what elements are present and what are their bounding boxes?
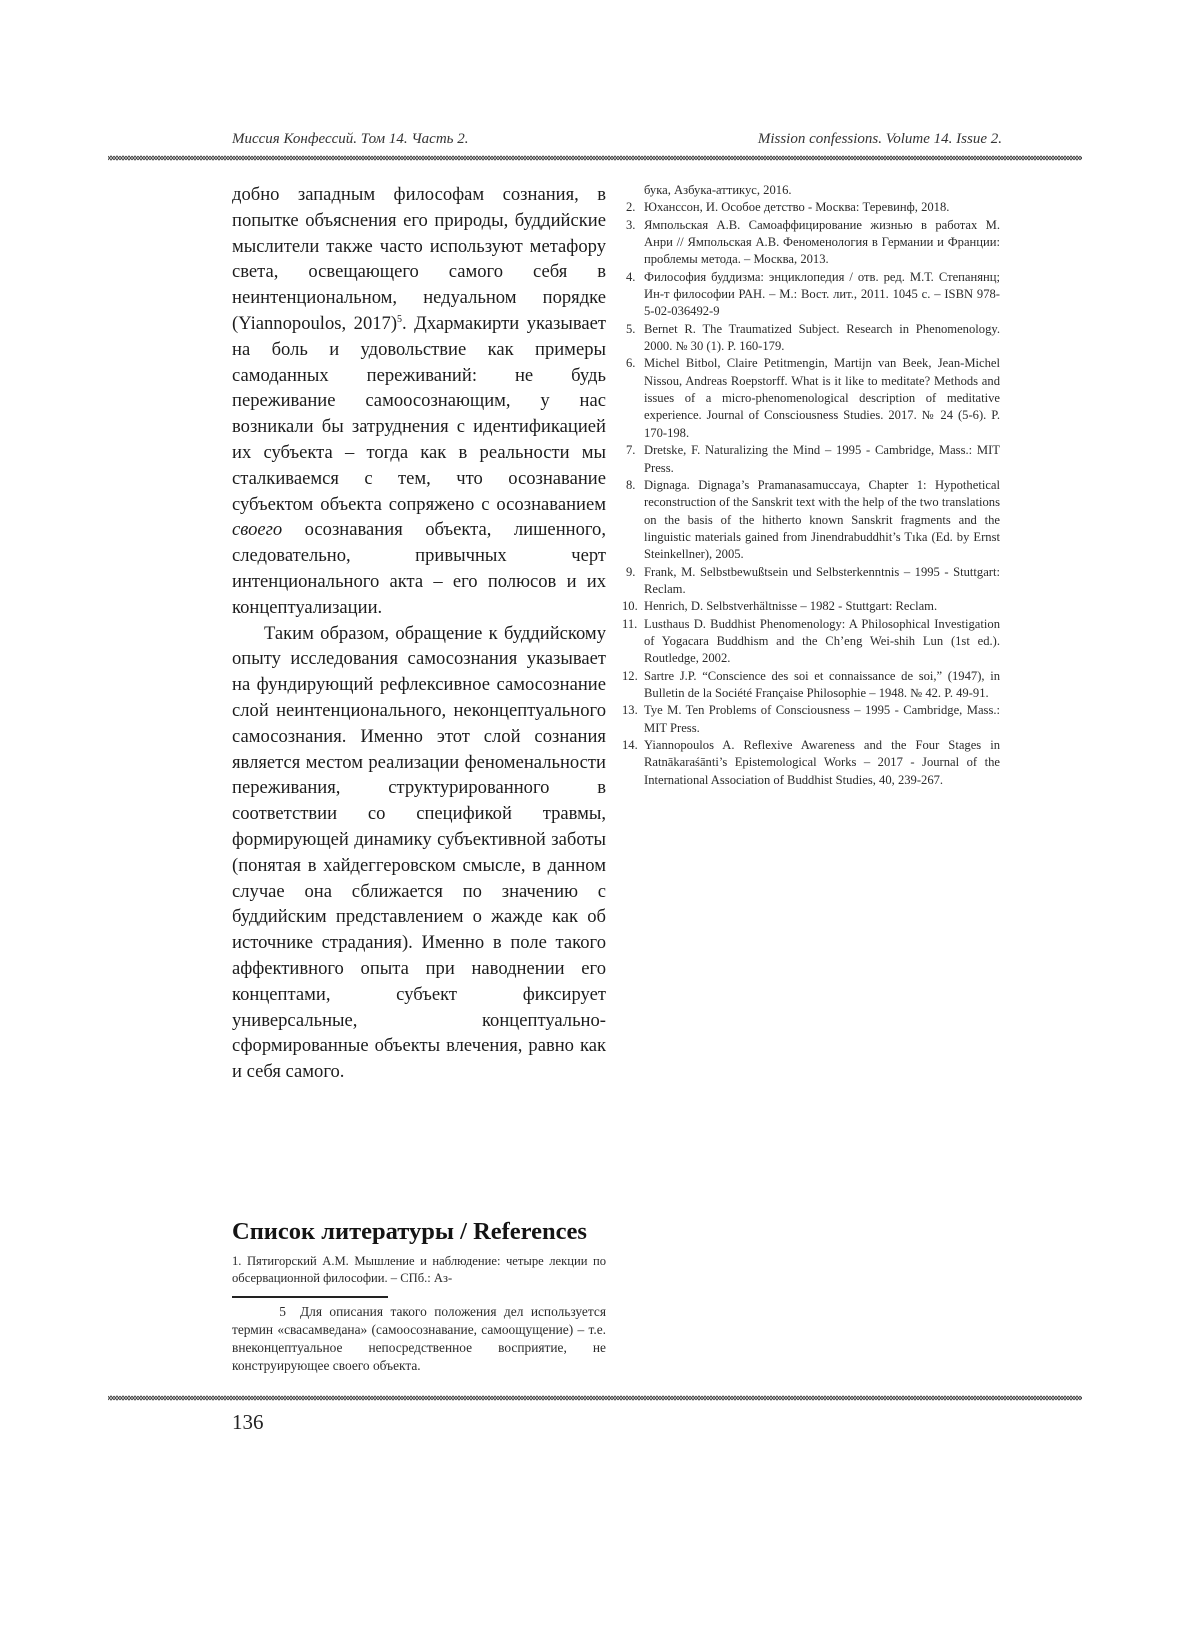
running-header-right: Mission confessions. Volume 14. Issue 2. <box>757 131 1002 147</box>
reference-item: 9. Frank, M. Selbstbewußtsein und Selbsterkenntnis – 1995 - Stuttgart: Reclam. <box>626 564 1000 596</box>
reference-list <box>622 199 1000 789</box>
main-text-column <box>232 182 606 1085</box>
reference-item: 7. Dretske, F. Naturalizing the Mind – 1995 - Cambridge, Mass.: MIT Press. <box>626 443 1000 475</box>
reference-item: 6. Michel Bitbol, Claire Petitmengin, Martijn van Beek, Jean-Michel Nissou, Andreas Roepstorff. What is it like to meditate? Methods and issues of a micro-phenomenological description of meditative experience. Journal of Consciousness Studies. 2017. № 24 (5-6). P. 170-198. <box>626 356 1000 440</box>
reference-item: 5. Bernet R. The Traumatized Subject. Research in Phenomenology. 2000. № 30 (1). P. 160-179. <box>626 321 1000 354</box>
reference-item: 4. Философия буддизма: энциклопедия / отв. ред. М.Т. Степанянц; Ин-т философии РАН. – М.: Вост. лит., 2011. 1045 с. – ISBN 978-5-02-036492-9 <box>626 269 1000 319</box>
page-number: 136 <box>232 1410 264 1434</box>
reference-item: 12. Sartre J.P. “Conscience des soi et connaissance de soi,” (1947), in Bulletin de la Société Française Philosophie – 1948. № 42. P. 49-91. <box>622 668 1000 700</box>
footnote-text: Для описания такого положения дел используется термин «свасамведана» (самоосознавание, самоощущение) – т.е. внеконцептуальное непосредственное восприятие, не конструирующее своего объекта. <box>232 1304 606 1373</box>
reference-item: 11. Lusthaus D. Buddhist Phenomenology: A Philosophical Investigation of Yogacara Buddhism and the Ch’eng Wei-shih Lun (1st ed.). Routledge, 2002. <box>622 616 1000 666</box>
reference-item: 3. Ямпольская А.В. Самоаффицирование жизнью в работах М. Анри // Ямпольская А.В. Феноменология в Германии и Франции: проблемы метода. – Москва, 2013. <box>626 217 1000 267</box>
paragraph-1: добно западным философам сознания, в попытке объяснения его природы, буддийские мыслители также часто используют метафору света, освещающего самого себя в неинтенциональном, недуальном порядке (Yiannopoulos, 2017)$^5$. Дхармакирти указывает на боль и удовольствие как примеры самоданных переживаний: не будь переживание самоосознающим, у нас возникали бы затруднения с идентификацией их субъекта – тогда как в реальности мы сталкиваемся с тем, что осознавание субъектом объекта сопряжено с осознаванием своего осознавания объекта, лишенного, следовательно, привычных черт интенционального акта – его полюсов и их концептуализации. <box>232 184 606 618</box>
reference-item: 8. Dignaga. Dignaga’s Pramanasamuccaya, Chapter 1: Hypothetical reconstruction of the Sanskrit text with the help of the two translations on the basis of the hitherto known Sanskrit fragments and the linguistic materials gained from Jinendrabuddhit’s Tıka (Ed. by Ernst Steinkellner), 2005. <box>626 477 1000 562</box>
running-header-left: Миссия Конфессий. Том 14. Часть 2. <box>232 131 469 147</box>
reference-item: 14. Yiannopoulos A. Reflexive Awareness and the Four Stages in Ratnākaraśānti’s Epistemological Works – 2017 - Journal of the International Association of Buddhist Studies, 40, 239-267. <box>622 738 1000 787</box>
reference-item: 2. Юханссон, И. Особое детство - Москва: Теревинф, 2018. <box>626 200 950 215</box>
footnote <box>232 1303 606 1375</box>
footnote-ref: 5 <box>397 313 403 325</box>
references-column <box>622 182 1000 789</box>
reference-1-continuation: бука, Азбука-аттикус, 2016. <box>644 183 792 197</box>
reference-item: 10. Henrich, D. Selbstverhältnisse – 1982 - Stuttgart: Reclam. <box>622 599 938 614</box>
reference-item: 13. Tye M. Ten Problems of Consciousness – 1995 - Cambridge, Mass.: MIT Press. <box>622 703 1000 735</box>
footnote-rule <box>232 1296 388 1298</box>
paragraph-2: Таким образом, обращение к буддийскому опыту исследования самосознания указывает на фундирующий рефлексивное самосознание слой неинтенционального, неконцептуального самосознания. Именно этот слой сознания является местом реализации феноменальности переживания, структурированного в соответствии со спецификой травмы, формирующей динамику субъективной заботы (понятая в хайдеггеровском смысле, в данном случае она сближается по значению с буддийским представлением о жажде как об источнике страдания). Именно в поле такого аффективного опыта при наводнении его концептами, субъект фиксирует универсальные, концептуально-сформированные объекты влечения, равно как и себя самого. <box>232 622 606 1083</box>
ornamental-rule-top <box>108 154 1082 162</box>
footnote-number: 5 <box>279 1304 286 1319</box>
reference-1: 1. Пятигорский А.М. Мышление и наблюдение: четыре лекции по обсервационной философии. – СПб.: Аз- <box>232 1254 606 1285</box>
references-heading: Список литературы / References <box>232 1218 587 1245</box>
ornamental-rule-bottom <box>108 1394 1082 1402</box>
